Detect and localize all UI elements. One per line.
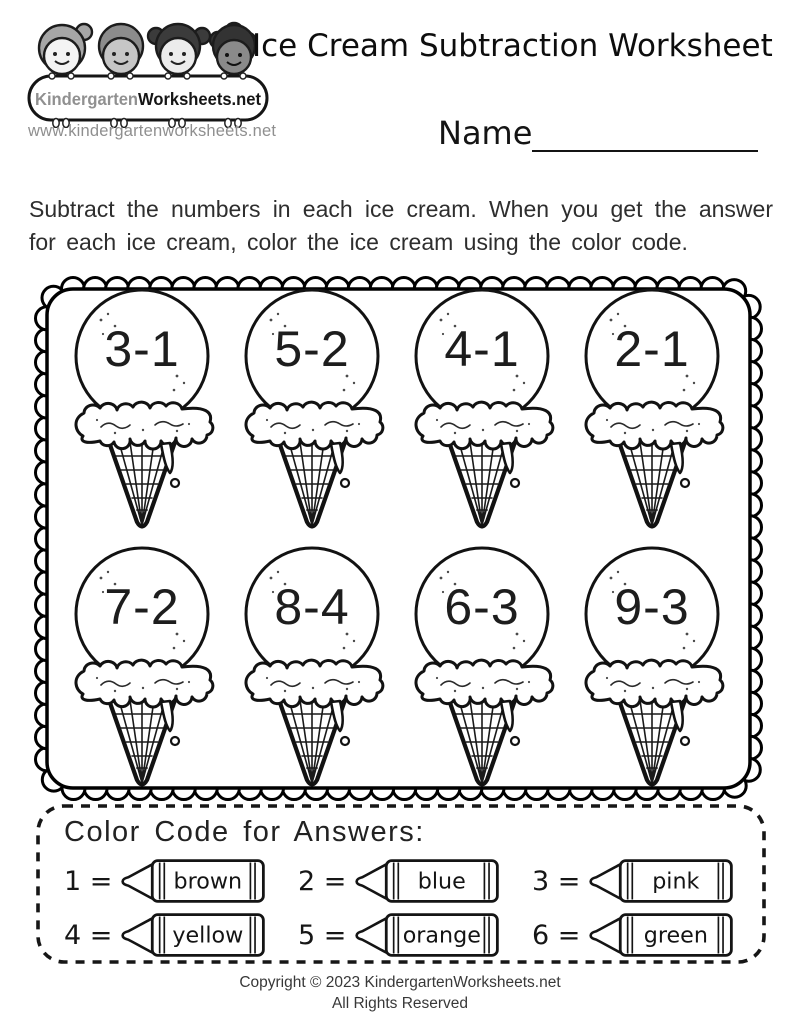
code-number: 6 = xyxy=(532,919,581,951)
instructions xyxy=(29,193,773,258)
site-url: www.kindergartenworksheets.net xyxy=(28,122,277,140)
code-number: 5 = xyxy=(298,919,347,951)
color-code-heading: Color Code for Answers: xyxy=(64,816,425,848)
crayon-icon xyxy=(349,856,505,906)
crayon-color-label: pink xyxy=(652,868,700,895)
footer xyxy=(0,973,800,1015)
problem-text: 7-2 xyxy=(104,579,180,635)
icecream-problem-5 xyxy=(57,542,227,792)
copyright-line: Copyright © 2023 KindergartenWorksheets.net xyxy=(239,974,561,991)
crayon-color-label: yellow xyxy=(172,922,244,949)
color-code-item-6 xyxy=(518,908,752,962)
problem-text: 2-1 xyxy=(614,321,690,377)
color-code-item-2 xyxy=(284,854,518,908)
color-code-box xyxy=(36,804,766,964)
kindergartenworksheets-logo xyxy=(26,14,272,128)
icecream-problem-7 xyxy=(397,542,567,792)
code-number: 4 = xyxy=(64,919,113,951)
logo-text-gray: Kindergarten xyxy=(35,89,144,109)
color-code-item-3 xyxy=(518,854,752,908)
rights-line: All Rights Reserved xyxy=(331,994,469,1012)
icecream-problem-3 xyxy=(397,284,567,534)
crayon-icon xyxy=(349,910,505,960)
code-number: 2 = xyxy=(298,865,347,897)
icecream-problem-4 xyxy=(567,284,737,534)
icecream-problem-2 xyxy=(227,284,397,534)
name-row xyxy=(438,114,758,152)
crayon-color-label: blue xyxy=(417,868,466,895)
instructions-line1: Subtract the numbers in each ice cream. When you get the answer xyxy=(29,196,773,222)
problem-text: 4-1 xyxy=(444,321,520,377)
problem-text: 6-3 xyxy=(444,579,520,635)
crayon-icon xyxy=(583,856,739,906)
problem-text: 9-3 xyxy=(614,579,690,635)
color-code-item-4 xyxy=(50,908,284,962)
code-number: 3 = xyxy=(532,865,581,897)
instructions-line2: for each ice cream, color the ice cream using the color code. xyxy=(29,228,688,255)
name-label: Name xyxy=(438,114,533,152)
problem-text: 3-1 xyxy=(104,321,180,377)
logo-banner-text xyxy=(35,89,269,109)
color-code-grid xyxy=(50,854,752,962)
icecream-problem-1 xyxy=(57,284,227,534)
crayon-icon xyxy=(583,910,739,960)
icecream-problem-8 xyxy=(567,542,737,792)
color-code-item-1 xyxy=(50,854,284,908)
crayon-color-label: green xyxy=(643,922,708,949)
problem-text: 8-4 xyxy=(274,579,350,635)
name-fill-line xyxy=(532,114,758,152)
icecream-problem-6 xyxy=(227,542,397,792)
page-title: Ice Cream Subtraction Worksheet xyxy=(252,28,773,64)
logo-text-black: Worksheets.net xyxy=(138,89,269,109)
problem-text: 5-2 xyxy=(274,321,350,377)
color-code-item-5 xyxy=(284,908,518,962)
crayon-color-label: brown xyxy=(173,868,243,895)
crayon-icon xyxy=(115,856,271,906)
crayon-icon xyxy=(115,910,271,960)
crayon-color-label: orange xyxy=(402,922,481,949)
icecream-problems-box xyxy=(33,275,764,802)
code-number: 1 = xyxy=(64,865,113,897)
